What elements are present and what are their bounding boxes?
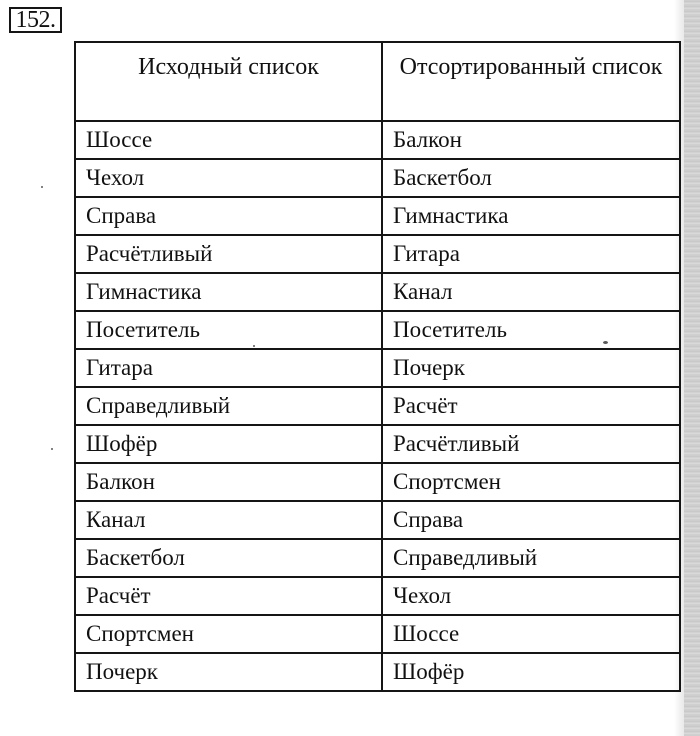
- table-row: [75, 463, 680, 501]
- table-row: [75, 387, 680, 425]
- source-cell: Расчётливый: [75, 235, 382, 273]
- source-cell: Справедливый: [75, 387, 382, 425]
- source-cell: Балкон: [75, 463, 382, 501]
- sorting-table: [74, 41, 681, 692]
- sorted-cell: Расчётливый: [382, 425, 680, 463]
- table-row: [75, 425, 680, 463]
- table-row: [75, 349, 680, 387]
- sorted-cell: Шофёр: [382, 653, 680, 691]
- sorted-cell: Канал: [382, 273, 680, 311]
- table-row: [75, 273, 680, 311]
- source-cell: Шофёр: [75, 425, 382, 463]
- header-source-list: [75, 42, 382, 121]
- header-sorted-label: Отсортированный список: [399, 54, 663, 80]
- sorted-cell: Шоссе: [382, 615, 680, 653]
- source-cell: Расчёт: [75, 577, 382, 615]
- source-cell: Чехол: [75, 159, 382, 197]
- scan-edge: [684, 0, 700, 736]
- table-row: [75, 159, 680, 197]
- scan-speck: [41, 186, 43, 188]
- sorted-cell: Баскетбол: [382, 159, 680, 197]
- source-cell: Гимнастика: [75, 273, 382, 311]
- header-sorted-list: [382, 42, 680, 121]
- source-cell: Шоссе: [75, 121, 382, 159]
- table-row: [75, 577, 680, 615]
- scan-speck: [603, 341, 608, 344]
- source-cell: Посетитель: [75, 311, 382, 349]
- source-cell: Канал: [75, 501, 382, 539]
- header-row: [75, 42, 680, 121]
- table-row: [75, 235, 680, 273]
- table-row: [75, 197, 680, 235]
- source-cell: Почерк: [75, 653, 382, 691]
- table-row: [75, 501, 680, 539]
- scan-speck: [51, 448, 53, 450]
- exercise-number: 152.: [9, 7, 62, 33]
- table-row: [75, 311, 680, 349]
- source-cell: Гитара: [75, 349, 382, 387]
- sorted-cell: Расчёт: [382, 387, 680, 425]
- sorted-cell: Справедливый: [382, 539, 680, 577]
- sorted-cell: Гимнастика: [382, 197, 680, 235]
- sorted-cell: Почерк: [382, 349, 680, 387]
- sorted-cell: Спортсмен: [382, 463, 680, 501]
- table-row: [75, 539, 680, 577]
- sorted-cell: Чехол: [382, 577, 680, 615]
- table-row: [75, 121, 680, 159]
- source-cell: Спортсмен: [75, 615, 382, 653]
- sorted-cell: Справа: [382, 501, 680, 539]
- source-cell: Баскетбол: [75, 539, 382, 577]
- source-cell: Справа: [75, 197, 382, 235]
- sorted-cell: Балкон: [382, 121, 680, 159]
- header-source-label: Исходный список: [138, 54, 319, 80]
- sorted-cell: Посетитель: [382, 311, 680, 349]
- scan-speck: [253, 345, 255, 347]
- table-row: [75, 615, 680, 653]
- sorted-cell: Гитара: [382, 235, 680, 273]
- table-row: [75, 653, 680, 691]
